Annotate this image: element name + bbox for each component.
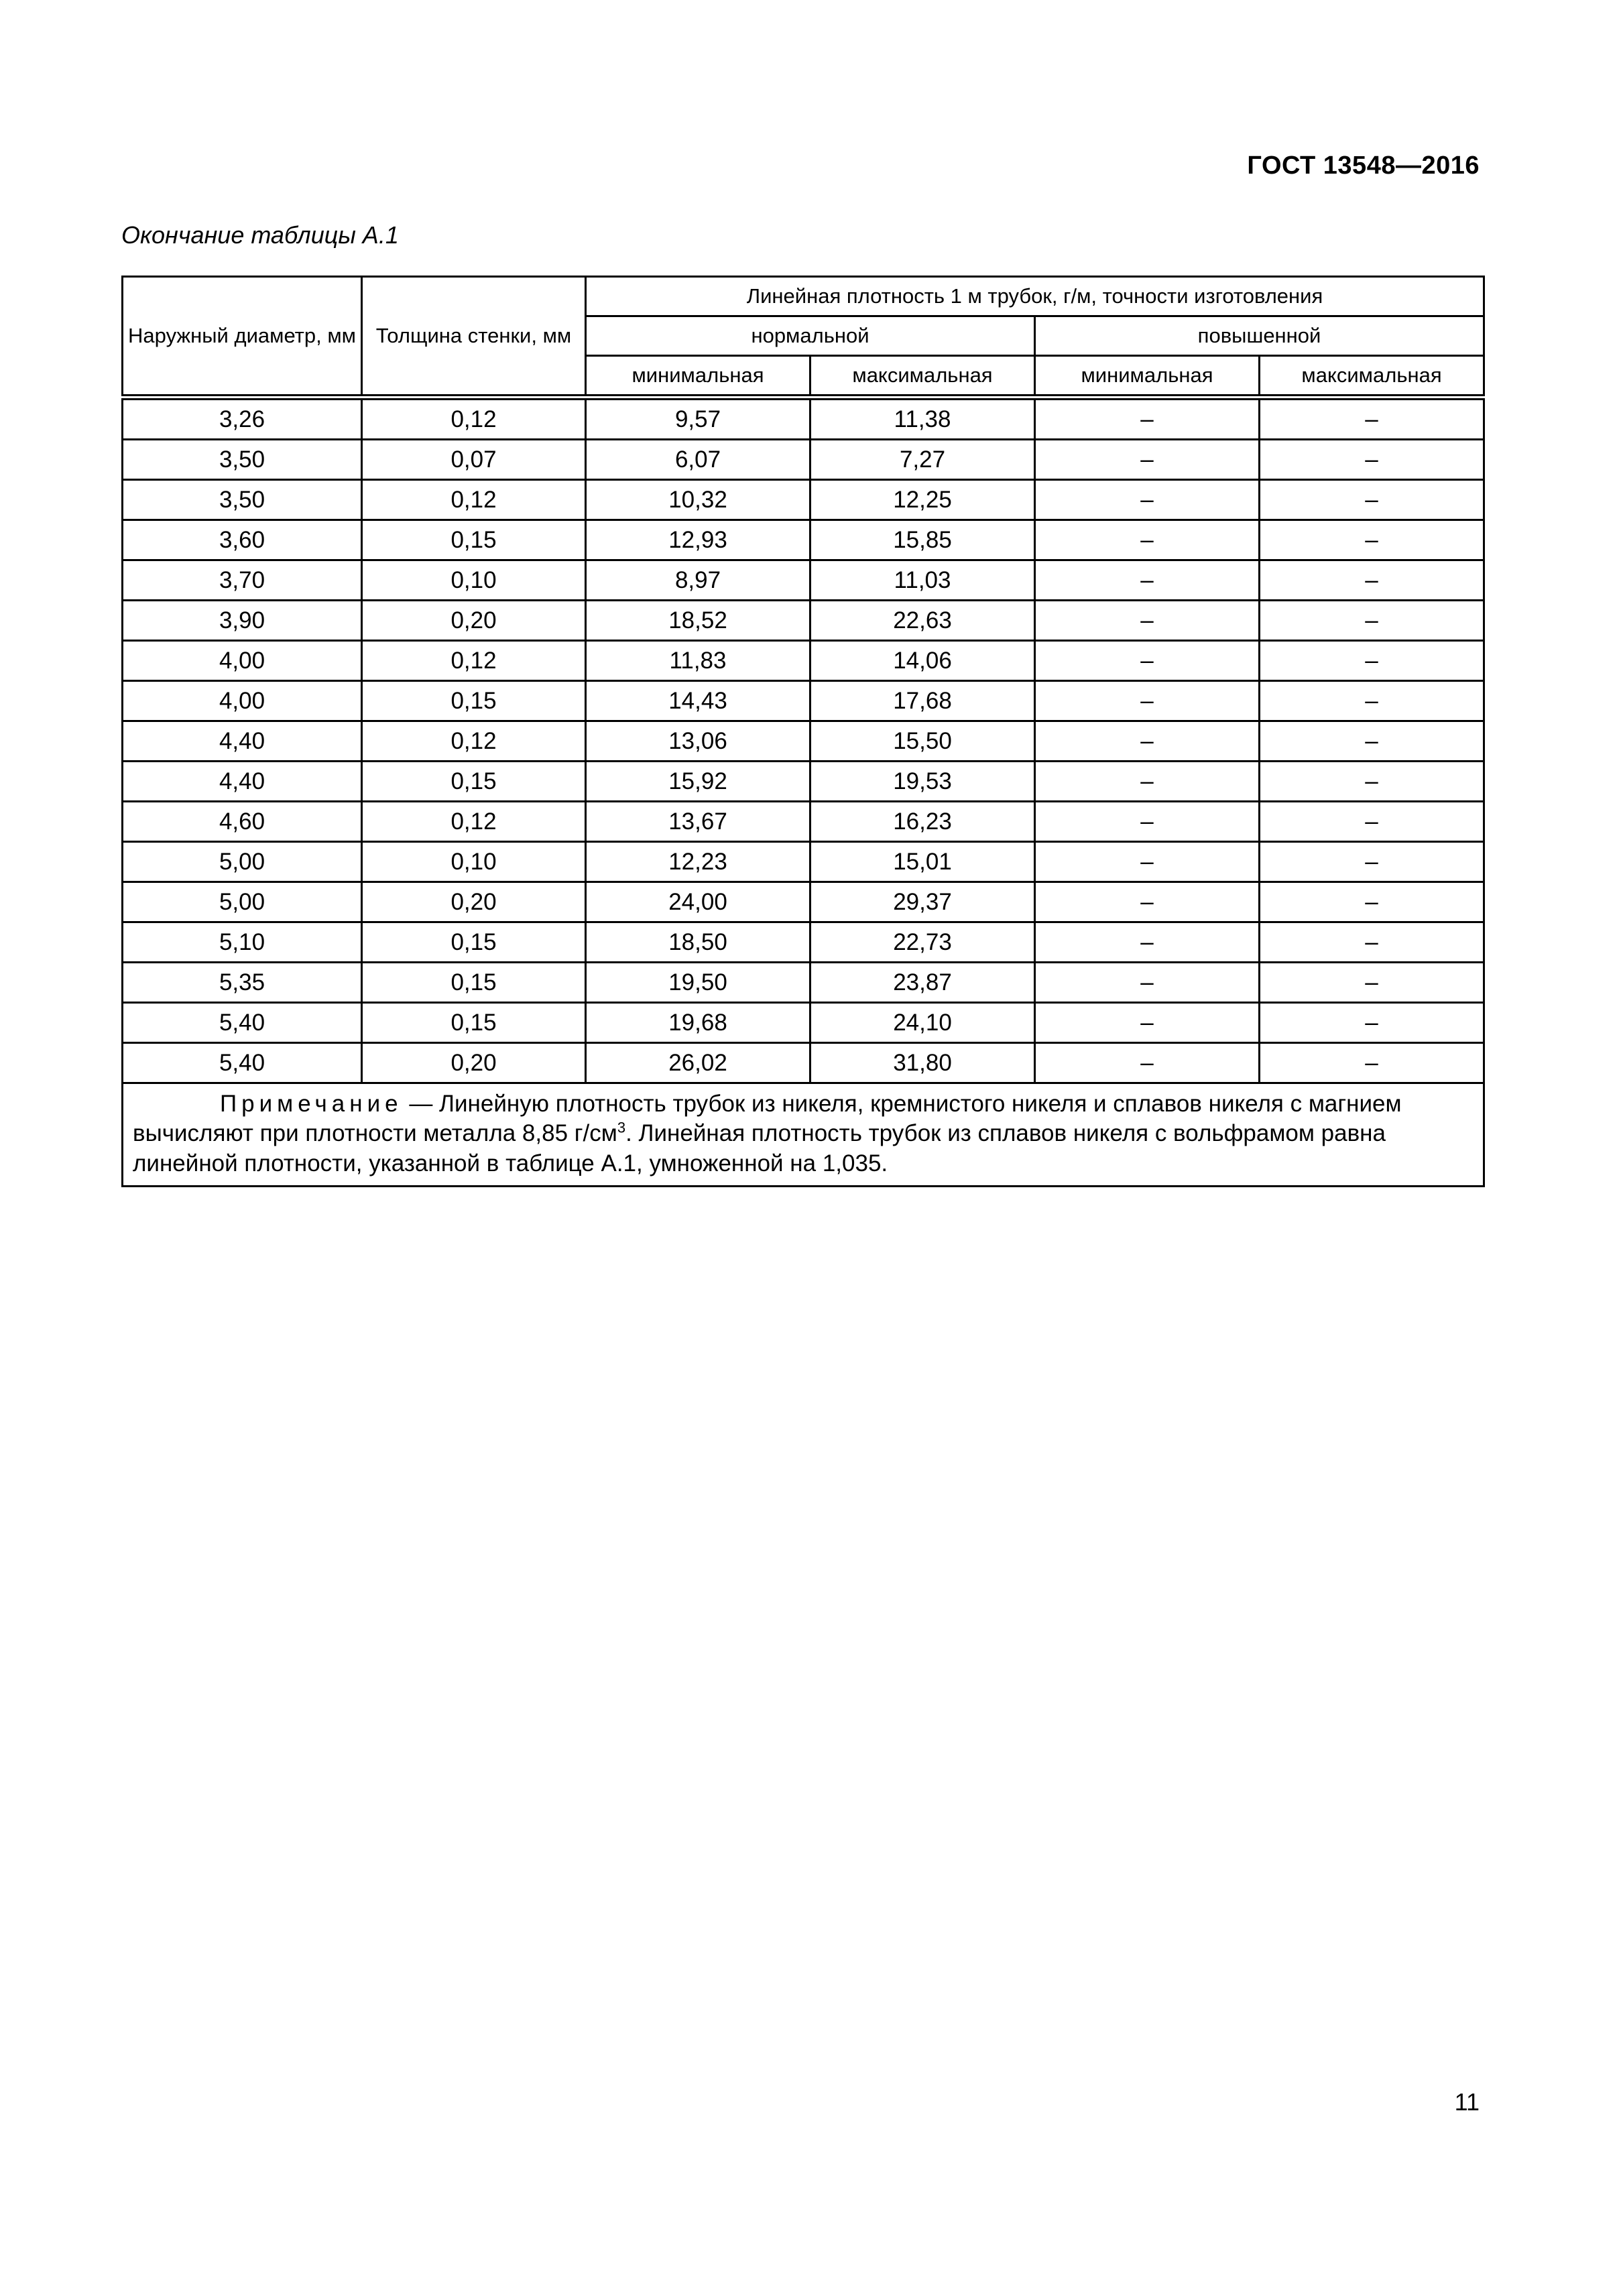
cell-normal-min: 19,50 xyxy=(586,963,810,1003)
table-row xyxy=(123,762,1484,802)
header-normal-min: минимальная xyxy=(586,356,810,398)
cell-wall-thickness: 0,15 xyxy=(362,520,586,560)
cell-normal-min: 13,06 xyxy=(586,721,810,762)
cell-normal-max: 16,23 xyxy=(810,802,1035,842)
table-row xyxy=(123,520,1484,560)
table-row xyxy=(123,802,1484,842)
cell-outer-diameter: 4,00 xyxy=(123,681,362,721)
header-wall-thickness: Толщина стенки, мм xyxy=(362,277,586,398)
cell-outer-diameter: 5,00 xyxy=(123,842,362,882)
cell-outer-diameter: 4,00 xyxy=(123,641,362,681)
cell-normal-min: 18,50 xyxy=(586,922,810,963)
cell-increased-max: – xyxy=(1260,922,1484,963)
cell-increased-min: – xyxy=(1035,560,1260,601)
cell-normal-max: 15,01 xyxy=(810,842,1035,882)
cell-outer-diameter: 4,40 xyxy=(123,721,362,762)
cell-normal-min: 26,02 xyxy=(586,1043,810,1083)
cell-normal-min: 12,23 xyxy=(586,842,810,882)
cell-outer-diameter: 3,70 xyxy=(123,560,362,601)
table-caption: Окончание таблицы А.1 xyxy=(121,221,399,249)
note-lead: Примечание xyxy=(220,1091,403,1117)
cell-normal-max: 22,63 xyxy=(810,601,1035,641)
cell-increased-min: – xyxy=(1035,440,1260,480)
cell-normal-min: 6,07 xyxy=(586,440,810,480)
cell-outer-diameter: 5,10 xyxy=(123,922,362,963)
table-body xyxy=(123,398,1484,1083)
cell-wall-thickness: 0,12 xyxy=(362,398,586,440)
cell-increased-max: – xyxy=(1260,963,1484,1003)
cell-increased-min: – xyxy=(1035,922,1260,963)
cell-increased-max: – xyxy=(1260,681,1484,721)
cell-increased-min: – xyxy=(1035,480,1260,520)
cell-wall-thickness: 0,15 xyxy=(362,963,586,1003)
cell-increased-min: – xyxy=(1035,681,1260,721)
cell-normal-max: 22,73 xyxy=(810,922,1035,963)
table-row xyxy=(123,480,1484,520)
cell-normal-max: 15,50 xyxy=(810,721,1035,762)
cell-increased-min: – xyxy=(1035,762,1260,802)
cell-outer-diameter: 5,40 xyxy=(123,1043,362,1083)
cell-wall-thickness: 0,15 xyxy=(362,681,586,721)
table-row xyxy=(123,398,1484,440)
cell-normal-max: 23,87 xyxy=(810,963,1035,1003)
table-row xyxy=(123,922,1484,963)
page-number: 11 xyxy=(1454,2088,1480,2116)
cell-normal-min: 12,93 xyxy=(586,520,810,560)
note-text-part2: . Линейная плотность трубок из сплавов никеля с вольфрамом равна линейной плотности, указанной в таблице А.1, умноженной на 1,035. xyxy=(133,1120,1386,1176)
cell-increased-max: – xyxy=(1260,480,1484,520)
cell-normal-min: 13,67 xyxy=(586,802,810,842)
cell-wall-thickness: 0,15 xyxy=(362,922,586,963)
cell-increased-min: – xyxy=(1035,963,1260,1003)
cell-normal-max: 24,10 xyxy=(810,1003,1035,1043)
cell-wall-thickness: 0,10 xyxy=(362,560,586,601)
cell-normal-max: 17,68 xyxy=(810,681,1035,721)
cell-normal-min: 19,68 xyxy=(586,1003,810,1043)
cell-normal-min: 24,00 xyxy=(586,882,810,922)
header-outer-diameter: Наружный диаметр, мм xyxy=(123,277,362,398)
cell-increased-min: – xyxy=(1035,842,1260,882)
cell-outer-diameter: 3,90 xyxy=(123,601,362,641)
cell-increased-max: – xyxy=(1260,398,1484,440)
cell-increased-min: – xyxy=(1035,520,1260,560)
cell-increased-max: – xyxy=(1260,842,1484,882)
cell-increased-max: – xyxy=(1260,882,1484,922)
header-normal-precision: нормальной xyxy=(586,316,1035,356)
table-row xyxy=(123,601,1484,641)
cell-outer-diameter: 5,00 xyxy=(123,882,362,922)
table-head xyxy=(123,277,1484,398)
table-row xyxy=(123,641,1484,681)
cell-normal-max: 11,03 xyxy=(810,560,1035,601)
cell-increased-max: – xyxy=(1260,1043,1484,1083)
cell-outer-diameter: 3,50 xyxy=(123,440,362,480)
cell-increased-min: – xyxy=(1035,398,1260,440)
cell-normal-max: 14,06 xyxy=(810,641,1035,681)
note-row xyxy=(123,1083,1484,1187)
cell-increased-max: – xyxy=(1260,1003,1484,1043)
cell-outer-diameter: 4,60 xyxy=(123,802,362,842)
cell-wall-thickness: 0,20 xyxy=(362,1043,586,1083)
cell-normal-min: 9,57 xyxy=(586,398,810,440)
cell-normal-max: 31,80 xyxy=(810,1043,1035,1083)
cell-wall-thickness: 0,10 xyxy=(362,842,586,882)
cell-increased-max: – xyxy=(1260,721,1484,762)
table-row xyxy=(123,882,1484,922)
cell-increased-max: – xyxy=(1260,560,1484,601)
cell-outer-diameter: 5,35 xyxy=(123,963,362,1003)
cell-wall-thickness: 0,12 xyxy=(362,641,586,681)
density-table xyxy=(121,276,1485,1187)
cell-normal-min: 8,97 xyxy=(586,560,810,601)
table-row xyxy=(123,842,1484,882)
cell-increased-min: – xyxy=(1035,1003,1260,1043)
cell-outer-diameter: 3,60 xyxy=(123,520,362,560)
cell-outer-diameter: 3,50 xyxy=(123,480,362,520)
table-note xyxy=(123,1083,1484,1187)
table-row xyxy=(123,1043,1484,1083)
cell-outer-diameter: 5,40 xyxy=(123,1003,362,1043)
cell-wall-thickness: 0,12 xyxy=(362,721,586,762)
table-row xyxy=(123,721,1484,762)
cell-normal-max: 29,37 xyxy=(810,882,1035,922)
cell-wall-thickness: 0,20 xyxy=(362,882,586,922)
cell-increased-min: – xyxy=(1035,721,1260,762)
cell-increased-max: – xyxy=(1260,520,1484,560)
cell-increased-min: – xyxy=(1035,641,1260,681)
cell-wall-thickness: 0,15 xyxy=(362,762,586,802)
table-row xyxy=(123,963,1484,1003)
cell-wall-thickness: 0,07 xyxy=(362,440,586,480)
cell-normal-max: 19,53 xyxy=(810,762,1035,802)
cell-normal-min: 18,52 xyxy=(586,601,810,641)
cell-outer-diameter: 3,26 xyxy=(123,398,362,440)
cell-increased-min: – xyxy=(1035,882,1260,922)
cell-increased-max: – xyxy=(1260,802,1484,842)
cell-increased-min: – xyxy=(1035,1043,1260,1083)
cell-wall-thickness: 0,12 xyxy=(362,480,586,520)
cell-wall-thickness: 0,20 xyxy=(362,601,586,641)
note-text-part1: — Линейную плотность трубок из никеля, кремнистого никеля и сплавов никеля с магнием вычисляют при плотности металла 8,85 г/см xyxy=(133,1091,1402,1147)
table-row xyxy=(123,440,1484,480)
header-increased-min: минимальная xyxy=(1035,356,1260,398)
cell-normal-max: 15,85 xyxy=(810,520,1035,560)
table-row xyxy=(123,681,1484,721)
cell-normal-max: 12,25 xyxy=(810,480,1035,520)
cell-increased-max: – xyxy=(1260,762,1484,802)
header-normal-max: максимальная xyxy=(810,356,1035,398)
cell-increased-max: – xyxy=(1260,601,1484,641)
cell-increased-max: – xyxy=(1260,641,1484,681)
cell-normal-min: 11,83 xyxy=(586,641,810,681)
table-row xyxy=(123,1003,1484,1043)
cell-normal-max: 11,38 xyxy=(810,398,1035,440)
table-row xyxy=(123,560,1484,601)
cell-increased-max: – xyxy=(1260,440,1484,480)
header-increased-max: максимальная xyxy=(1260,356,1484,398)
cell-normal-min: 15,92 xyxy=(586,762,810,802)
cell-outer-diameter: 4,40 xyxy=(123,762,362,802)
note-superscript: 3 xyxy=(617,1119,626,1136)
cell-increased-min: – xyxy=(1035,802,1260,842)
cell-increased-min: – xyxy=(1035,601,1260,641)
document-code: ГОСТ 13548—2016 xyxy=(1247,152,1480,180)
cell-normal-min: 14,43 xyxy=(586,681,810,721)
header-increased-precision: повышенной xyxy=(1035,316,1484,356)
cell-wall-thickness: 0,12 xyxy=(362,802,586,842)
cell-normal-min: 10,32 xyxy=(586,480,810,520)
cell-normal-max: 7,27 xyxy=(810,440,1035,480)
header-linear-density: Линейная плотность 1 м трубок, г/м, точности изготовления xyxy=(586,277,1484,316)
cell-wall-thickness: 0,15 xyxy=(362,1003,586,1043)
